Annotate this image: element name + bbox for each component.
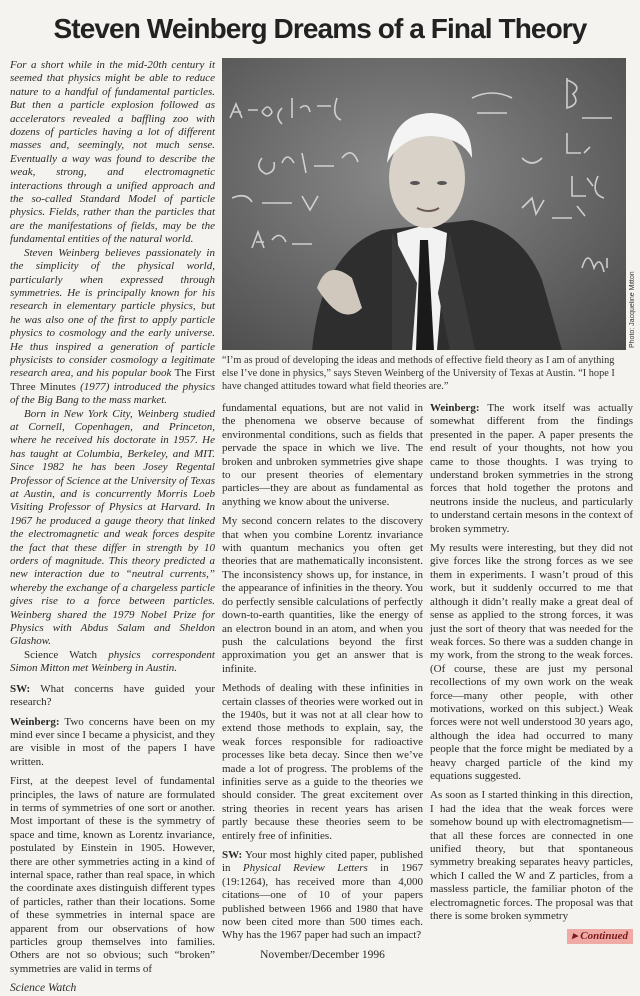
footer-issue-date: November/December 1996 [260, 948, 385, 961]
text-run: Born in New York City, Weinberg studied at Cornell, Copenhagen, and Princeton, where he received his doctorate in 1957. He has taught at Columbia, Berkeley, and MIT. Since 1982 he has been Josey Regental Professor of Science at the University of Texas at Austin, and is concurrently Morris Loeb Visiting Professor of Physics at Harvard. In 1967 he produced a gauge theory that linked the electromagnetic and weak forces despite the fact that these differ in strength by 10 orders of magnitude. This theory predicted a new interaction due to “neutral currents,” whereby the exchange of a chargeless particle gives rise to a force between particles. Weinberg shared the 1979 Nobel Prize for Physics with Abdus Salam and Sheldon Glashow. [10, 407, 215, 648]
interview-text-left [10, 683, 215, 977]
article-title: Steven Weinberg Dreams of a Final Theory [53, 13, 587, 44]
column-left [10, 59, 215, 996]
text-run: fundamental equations, but are not valid in the phenomena we observe because of environmental conditions, such as fields that pervade the space in which we live. The broken and unbroken symmetries give shape to our present theories of elementary particles—they are about as fundamental as anything we know about the universe. [222, 402, 423, 508]
text-run: in 1967 (19:1264), has received more than 4,000 citations—one of 10 of your papers published between 1966 and 1980 that have now been cited more than 500 times each. Why has the 1967 paper had such an impact? [222, 862, 423, 942]
footer-publication: Science Watch [10, 982, 77, 995]
text-run: My results were interesting, but they did not give forces like the strong forces as we see them in experiments. I wasn’t proud of this work, but it suddenly occurred to me that although it didn’t really make a great deal of sense as applied to the strong forces, it was just the sort of theory that was needed for the weak forces. So there was a sudden change in my work, from the strong to the weak forces. (Of course, these are just my personal recollections of my own work on the weak force—many other people, with other motivations, worked on this subject.) Weak forces were not well understood 30 years ago, although the idea had occurred to many people that the force might be mediated by a heavy charged particle of the kind my equations suggested. [430, 542, 633, 782]
text-run: physics correspondent Simon Mitton met Weinberg in Austin. [10, 648, 215, 675]
text-run: The work itself was actually somewhat different from the findings presented in the paper. A paper presents the end result of your thoughts, not how you came to those thoughts. I was trying to understand broken symmetries in the strong forces that hold together the protons and neutrons inside the nucleus, and particularly to understand certain mesons in the context of broken symmetry. [430, 402, 633, 535]
intro-text [10, 59, 215, 676]
text-run: The First Three Minutes [10, 367, 215, 393]
text-run: Steven Weinberg believes passionately in the simplicity of the physical world, particularly when expressed through symmetries. He is principally known for his research in elementary particle physics, but he was also one of the first to apply particle physics to cosmology and the early universe. He thus inspired a generation of particle physicists to consider cosmology a legitimate research area, and his popular book [10, 246, 215, 380]
text-run: As soon as I started thinking in this direction, I had the idea that the weak forces were somehow bound up with electromagnetism—that all these forces are connected in one unified theory, but that spontaneous symmetry breaking separates heavy particles, which I called the W and Z particles, from a massless particle, the familiar photon of the electromagnetic forces. The proposal was that there is some broken symmetry [430, 789, 633, 923]
paragraph [430, 402, 633, 536]
paragraph [10, 683, 215, 710]
paragraph [222, 515, 423, 676]
paragraph [222, 682, 423, 843]
photo-credit: Photo: Jacqueline Mitton [629, 271, 636, 348]
column-middle [222, 402, 423, 962]
speaker-label: Weinberg: [10, 715, 60, 728]
text-run: First, at the deepest level of fundamental principles, the laws of nature are formulated in terms of symmetries of one sort or another. Most important of these is the symmetry of space and time, known as Lorentz invariance, postulated by Einstein in 1905. However, there are other symmetries acting in a kind of internal space, rather than real space, in which the coordinate axes distinguish different types of particles, rather than their locations. Some of these symmetries in internal space are apparent from our observations of how particles group themselves into families. Others are not so obvious; such “broken” symmetries are valid in terms of [10, 775, 215, 975]
text-run: Methods of dealing with these infinities in certain classes of theories were worked out in the 1940s, but it was not at all clear how to extend those methods to explain, say, the weak forces responsible for radioactive processes like beta decay. Since then we’ve made a lot of progress. The problems of the infinities serve as a guide to the theories we should consider. The great excitement over string theories in recent years has arisen partly because these theories seem to be entirely free of infinities. [222, 682, 423, 842]
paragraph [10, 59, 215, 247]
continued-row [430, 929, 633, 944]
text-run: Your most highly cited paper, published in [222, 849, 423, 875]
paragraph [222, 402, 423, 509]
text-run: My second concern relates to the discovery that when you combine Lorentz invariance with quantum mechanics you often get theories that are mathematically inconsistent. The inconsistency shows up, for instance, in the appearance of infinities in the theory. You do perfectly sensible calculations of perfectly down-to-earth quantities, like the energy of an electron bound in an atom, and when you push the calculations beyond the first approximation you get an answer that is infinite. [222, 515, 423, 675]
text-run: Two concerns have been on my mind ever since I became a physicist, and they are visible in most of the papers I have written. [10, 715, 215, 768]
photo-weinberg-at-blackboard [222, 58, 626, 350]
paragraph [10, 247, 215, 408]
photo-caption: “I’m as proud of developing the ideas and methods of effective field theory as I am of anything else I’ve done in physics,” says Steven Weinberg of the University of Texas at Austin. “I hope I have changed attitudes toward what field theories are.” [222, 355, 615, 392]
text-run: Physical Review Letters [242, 862, 368, 875]
paragraph [430, 789, 633, 923]
text-run: For a short while in the mid-20th century it seemed that physics might be able to reduce nature to a handful of fundamental particles. But then a particle explosion followed as accelerators revealed a baffling zoo with dozens of particles having a lot of different masses and, seemingly, not much sense. Eventually a way was found to describe the weak, strong, and electromagnetic interactions through a unified approach and the so-called Standard Model of particle physics. Fields, rather than the particles that are the manifestations of fields, may be the fundamental entities of the natural world. [10, 59, 215, 246]
paragraph [430, 542, 633, 783]
blackboard-photo [222, 58, 626, 350]
speaker-label: SW: [222, 849, 243, 861]
continued-button[interactable]: ▸ Continued [567, 929, 633, 944]
paragraph [10, 649, 215, 676]
text-run: Science Watch [24, 648, 98, 661]
column-right [430, 402, 633, 944]
paragraph [10, 716, 215, 770]
text-run: (1977) introduced the physics of the Big Bang to the mass market. [10, 380, 215, 407]
text-run: What concerns have guided your research? [10, 682, 215, 709]
interview-text-middle [222, 402, 423, 943]
interview-text-right [430, 402, 633, 923]
paragraph [10, 408, 215, 649]
speaker-label: SW: [10, 682, 31, 695]
speaker-label: Weinberg: [430, 402, 480, 414]
paragraph [10, 775, 215, 976]
